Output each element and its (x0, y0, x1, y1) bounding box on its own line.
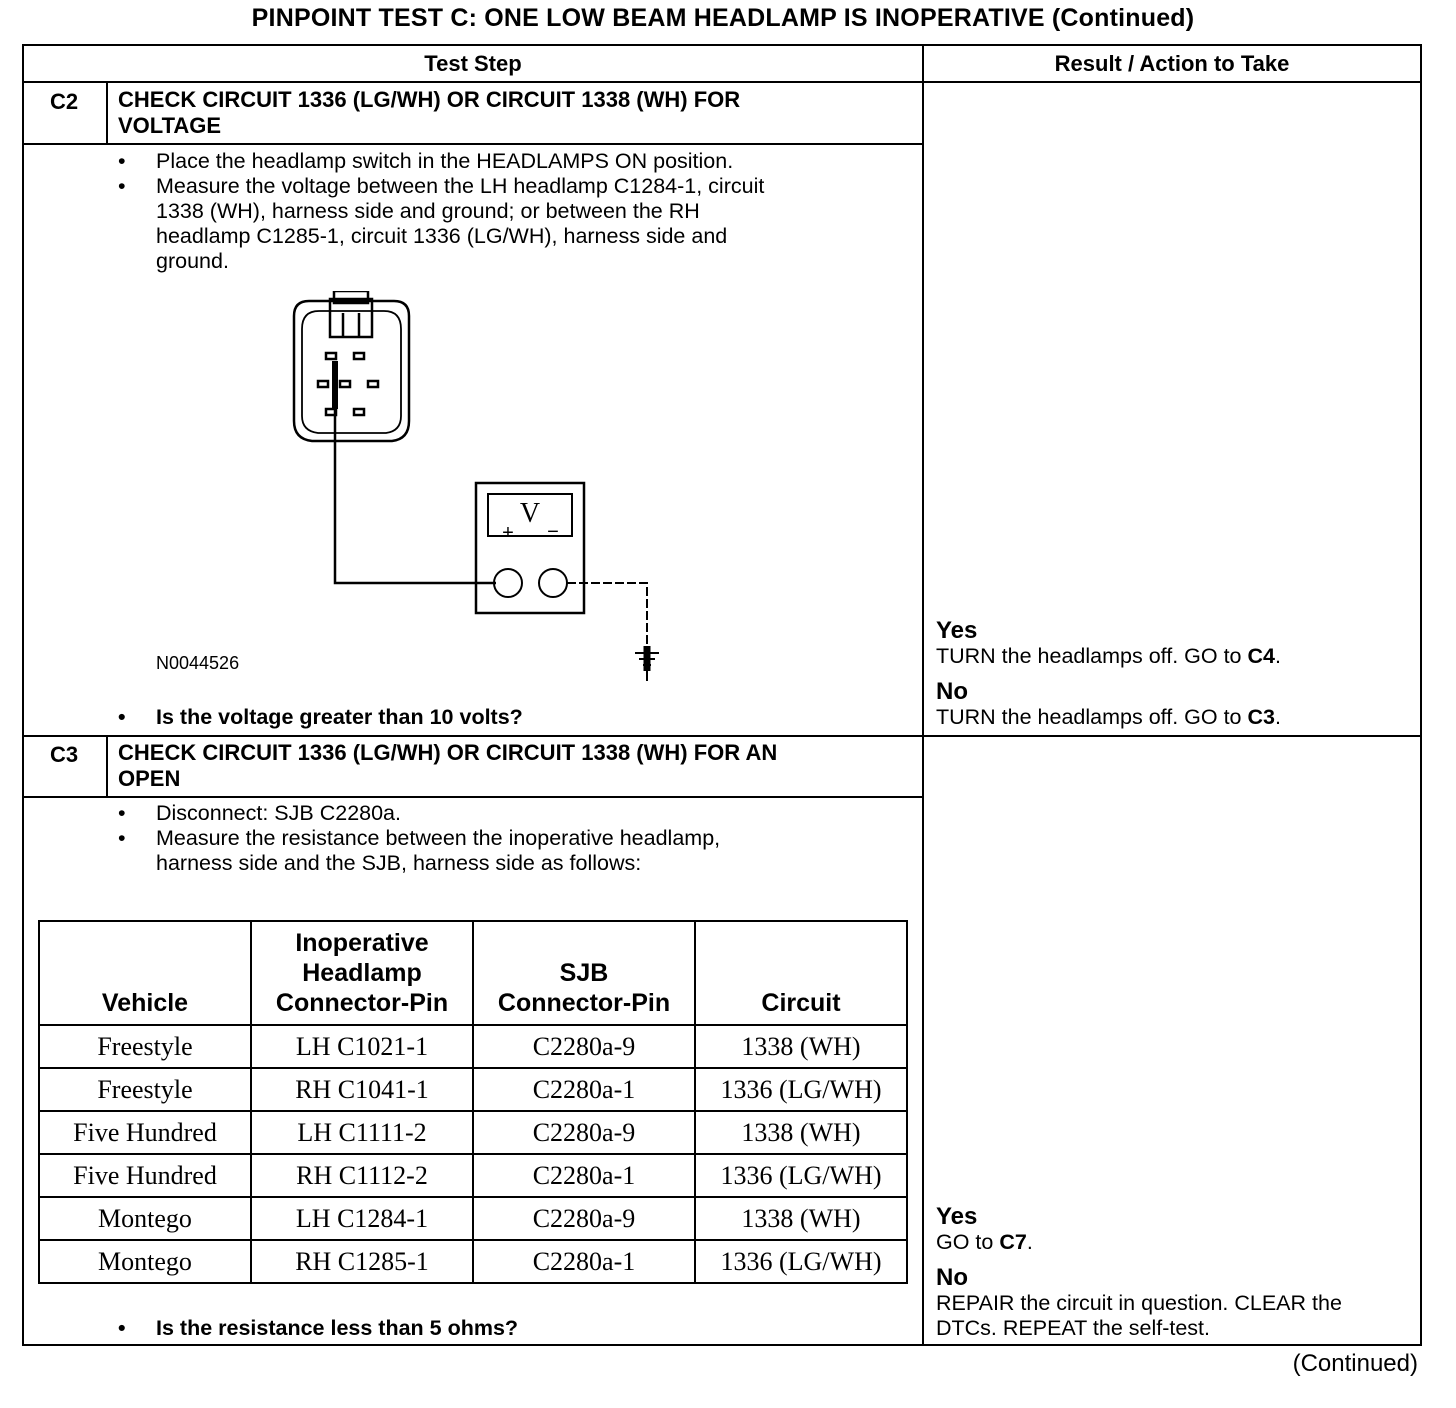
step-title-c3 (118, 740, 908, 792)
col-sjb-pin: SJB Connector-Pin (473, 921, 695, 1025)
goto-c3-link[interactable]: C3 (1247, 705, 1275, 729)
cell-sjb-pin: C2280a-9 (473, 1197, 695, 1240)
cell-circuit: 1336 (LG/WH) (695, 1240, 907, 1283)
no-label: No (936, 1264, 968, 1291)
cell-headlamp-pin: RH C1112-2 (251, 1154, 473, 1197)
cell-headlamp-pin: LH C1021-1 (251, 1025, 473, 1068)
page-title: PINPOINT TEST C: ONE LOW BEAM HEADLAMP IS INOPERATIVE (Continued) (251, 4, 1195, 32)
minus-terminal (539, 569, 567, 597)
table-row (39, 1068, 907, 1111)
cell-circuit: 1336 (LG/WH) (695, 1068, 907, 1111)
header-test-step: Test Step (424, 51, 522, 76)
goto-c7-link[interactable]: C7 (999, 1230, 1027, 1254)
col-vehicle: Vehicle (39, 921, 251, 1025)
no-action: TURN the headlamps off. GO to C3. (936, 705, 1281, 729)
minus-sign: − (547, 521, 559, 543)
pinpoint-test-table: Test Step Result / Action to Take C2 CHECK CIRCUIT 1336 (LG/WH) OR CIRCUIT 1338 (WH) FOR VOLTAGE • Place the headlamp switch in the HEADLAMPS ON position. • Measure the voltage between the LH headlamp C1284-1, circuit 1338 (WH), harness side and ground; or between the RH headlamp C1285-1, circuit 1336 (LG/WH), harness side and ground. V + − N0044526 • Is the voltage greater than 10 volts? Yes TURN the headlamps off. GO to C4. No TURN the headlamps off. GO to C3. C3 CHECK CIRCUIT 1336 (LG/WH) OR CIRCUIT 1338 (WH) FOR AN OPEN • Disconnect: SJB C2280a. • Measure the resistance between the inoperative headlamp, harness side and the SJB, harness side as follows: • Is the resistance less than 5 ohms? Yes GO to C7. No REPAIR the circuit in question. CLEAR the DTCs. REPEAT the self-test. (22, 44, 1422, 1346)
step-title-line: OPEN (118, 766, 181, 791)
cell-sjb-pin: C2280a-1 (473, 1068, 695, 1111)
plus-terminal (494, 569, 522, 597)
table-row (39, 1025, 907, 1068)
bullet-item: • Measure the resistance between the inoperative headlamp, harness side and the SJB, harness side as follows: (118, 826, 721, 875)
headlamp-connector (294, 301, 409, 441)
col-headlamp-pin: Inoperative Headlamp Connector-Pin (251, 921, 473, 1025)
step-number-divider (106, 83, 108, 144)
step-divider (24, 735, 1420, 737)
voltage-measurement-diagram (274, 291, 694, 681)
yes-label: Yes (936, 1203, 978, 1230)
no-label: No (936, 678, 968, 705)
cell-sjb-pin: C2280a-9 (473, 1025, 695, 1068)
meter-display-label: V (519, 498, 541, 529)
figure-id: N0044526 (156, 653, 240, 673)
cell-vehicle: Five Hundred (39, 1154, 251, 1197)
step-title-line: VOLTAGE (118, 113, 222, 138)
step-title-c2 (118, 87, 908, 139)
step-title-divider (24, 796, 922, 798)
cell-headlamp-pin: LH C1111-2 (251, 1111, 473, 1154)
bullet-item: • Measure the voltage between the LH headlamp C1284-1, circuit 1338 (WH), harness side and ground; or between the RH headlamp C1285-1, circuit 1336 (LG/WH), harness side and ground. (118, 174, 765, 273)
connector-pin-table (38, 920, 908, 1284)
cell-sjb-pin: C2280a-1 (473, 1240, 695, 1283)
yes-label: Yes (936, 617, 978, 644)
header-divider (24, 81, 1420, 83)
ground-symbol (632, 649, 662, 673)
table-row (39, 1111, 907, 1154)
col-circuit: Circuit (695, 921, 907, 1025)
step-title-divider (24, 143, 922, 145)
continued-footer: (Continued) (1292, 1350, 1418, 1377)
step-number-c3: C3 (49, 742, 79, 767)
cell-sjb-pin: C2280a-9 (473, 1111, 695, 1154)
table-header-row (39, 921, 907, 1025)
cell-circuit: 1338 (WH) (695, 1111, 907, 1154)
no-action: REPAIR the circuit in question. CLEAR the DTCs. REPEAT the self-test. (936, 1291, 1342, 1340)
goto-c4-link[interactable]: C4 (1247, 644, 1275, 668)
cell-headlamp-pin: RH C1041-1 (251, 1068, 473, 1111)
plus-sign: + (502, 522, 514, 544)
cell-sjb-pin: C2280a-1 (473, 1154, 695, 1197)
cell-vehicle: Montego (39, 1240, 251, 1283)
step-number-divider (106, 737, 108, 797)
cell-vehicle: Montego (39, 1197, 251, 1240)
header-result: Result / Action to Take (1054, 51, 1290, 76)
step-number-c2: C2 (49, 89, 79, 114)
step-title-line: CHECK CIRCUIT 1336 (LG/WH) OR CIRCUIT 1338 (WH) FOR AN (118, 740, 778, 765)
cell-circuit: 1336 (LG/WH) (695, 1154, 907, 1197)
cell-vehicle: Freestyle (39, 1068, 251, 1111)
cell-headlamp-pin: RH C1285-1 (251, 1240, 473, 1283)
cell-headlamp-pin: LH C1284-1 (251, 1197, 473, 1240)
table-row (39, 1154, 907, 1197)
column-divider (922, 46, 924, 1344)
cell-circuit: 1338 (WH) (695, 1025, 907, 1068)
table-row (39, 1240, 907, 1283)
cell-vehicle: Freestyle (39, 1025, 251, 1068)
cell-circuit: 1338 (WH) (695, 1197, 907, 1240)
table-row (39, 1197, 907, 1240)
cell-vehicle: Five Hundred (39, 1111, 251, 1154)
yes-action: GO to C7. (936, 1230, 1033, 1254)
yes-action: TURN the headlamps off. GO to C4. (936, 644, 1281, 668)
step-title-line: CHECK CIRCUIT 1336 (LG/WH) OR CIRCUIT 1338 (WH) FOR (118, 87, 741, 112)
